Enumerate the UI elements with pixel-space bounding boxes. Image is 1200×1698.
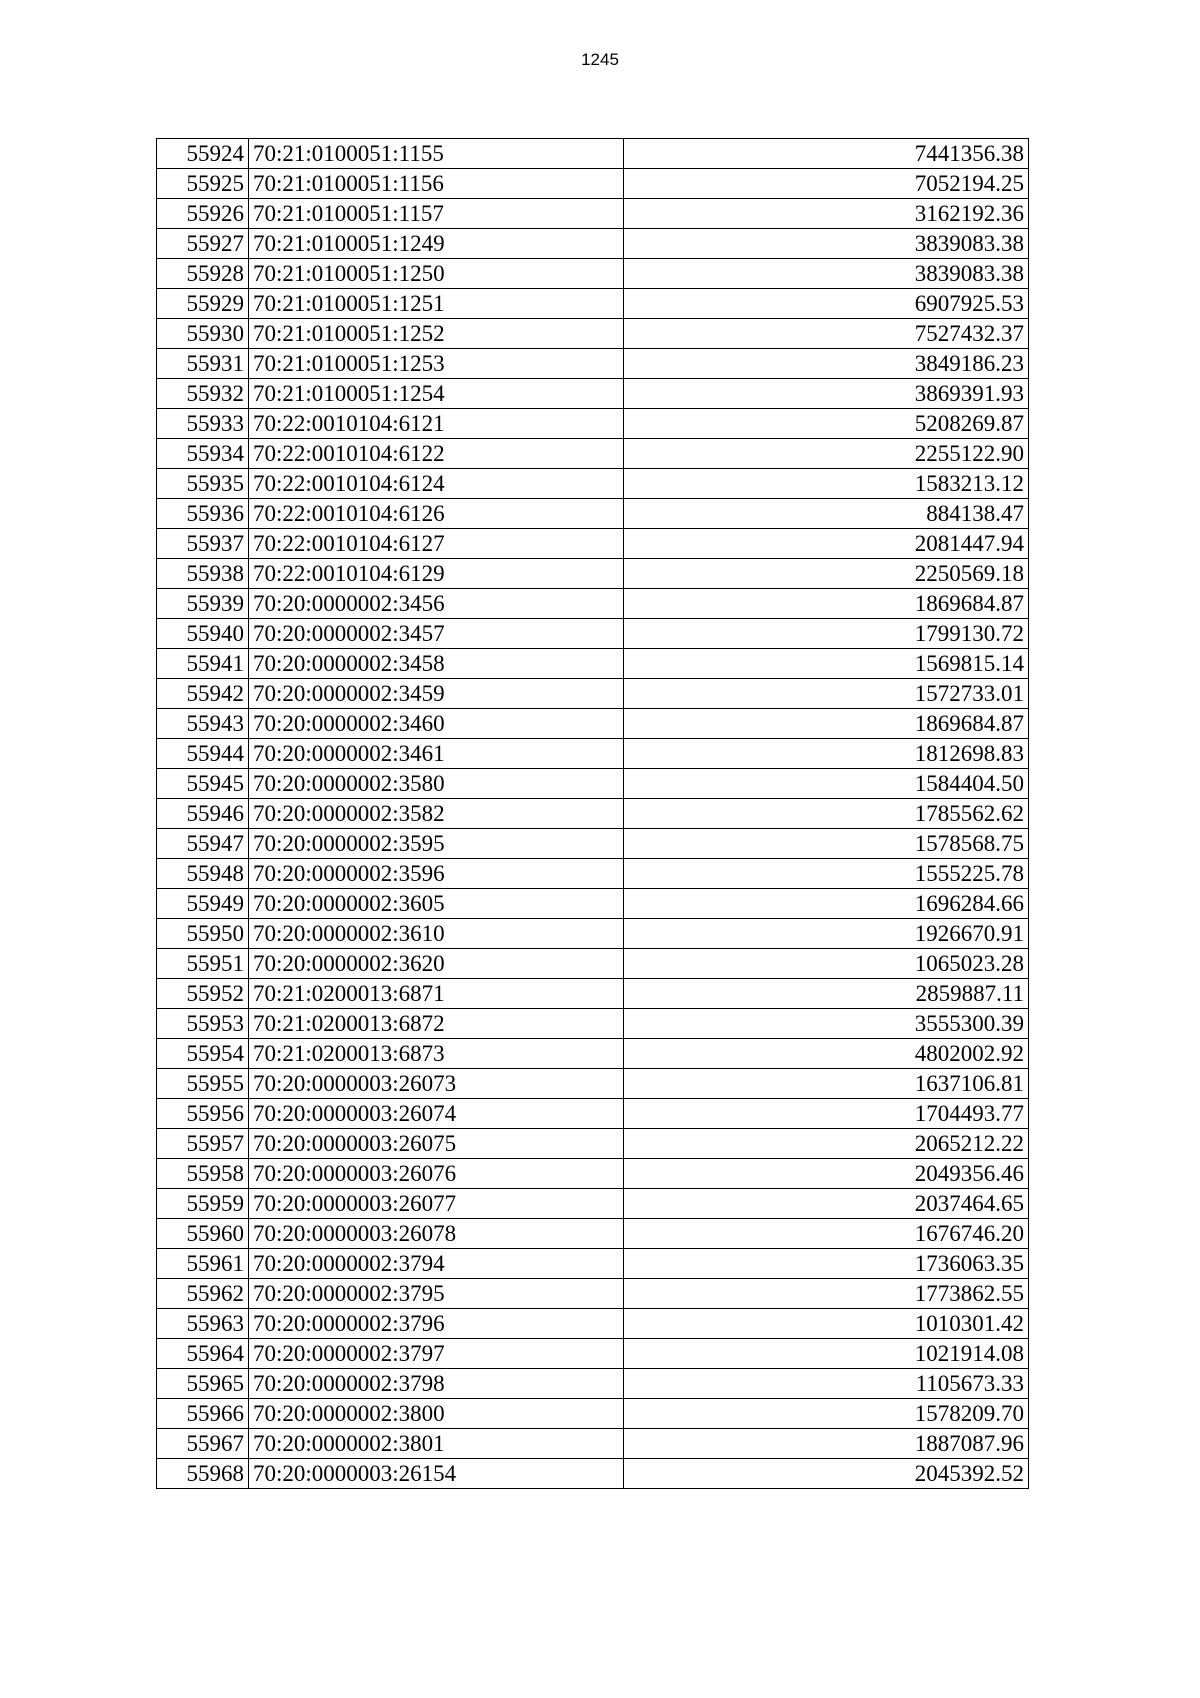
table-row (157, 619, 1029, 649)
row-number-cell: 55968 (157, 1459, 249, 1489)
row-number-cell: 55951 (157, 949, 249, 979)
cadastral-value-cell: 1785562.62 (624, 799, 1029, 829)
cadastral-number-cell: 70:21:0100051:1249 (249, 229, 624, 259)
row-number-cell: 55965 (157, 1369, 249, 1399)
cadastral-value-cell: 2065212.22 (624, 1129, 1029, 1159)
cadastral-value-cell: 1869684.87 (624, 589, 1029, 619)
row-number-cell: 55932 (157, 379, 249, 409)
cadastral-value-cell: 5208269.87 (624, 409, 1029, 439)
cadastral-value-cell: 1887087.96 (624, 1429, 1029, 1459)
cadastral-number-cell: 70:22:0010104:6124 (249, 469, 624, 499)
table-row (157, 499, 1029, 529)
table-row (157, 169, 1029, 199)
cadastral-value-cell: 2049356.46 (624, 1159, 1029, 1189)
table-row (157, 199, 1029, 229)
cadastral-number-cell: 70:20:0000002:3580 (249, 769, 624, 799)
cadastral-value-cell: 3869391.93 (624, 379, 1029, 409)
row-number-cell: 55928 (157, 259, 249, 289)
cadastral-number-cell: 70:22:0010104:6126 (249, 499, 624, 529)
row-number-cell: 55938 (157, 559, 249, 589)
cadastral-number-cell: 70:20:0000002:3794 (249, 1249, 624, 1279)
cadastral-value-cell: 1773862.55 (624, 1279, 1029, 1309)
row-number-cell: 55936 (157, 499, 249, 529)
cadastral-value-cell: 6907925.53 (624, 289, 1029, 319)
cadastral-number-cell: 70:21:0100051:1250 (249, 259, 624, 289)
row-number-cell: 55962 (157, 1279, 249, 1309)
table-row (157, 1219, 1029, 1249)
table-row (157, 1009, 1029, 1039)
table-row (157, 829, 1029, 859)
table-row (157, 1069, 1029, 1099)
table-body (157, 139, 1029, 1489)
cadastral-value-cell: 1869684.87 (624, 709, 1029, 739)
table-row (157, 1129, 1029, 1159)
table-row (157, 1459, 1029, 1489)
table-row (157, 859, 1029, 889)
cadastral-number-cell: 70:21:0200013:6872 (249, 1009, 624, 1039)
table-row (157, 319, 1029, 349)
cadastral-number-cell: 70:20:0000003:26154 (249, 1459, 624, 1489)
cadastral-value-cell: 1010301.42 (624, 1309, 1029, 1339)
table-row (157, 979, 1029, 1009)
row-number-cell: 55961 (157, 1249, 249, 1279)
cadastral-number-cell: 70:20:0000002:3595 (249, 829, 624, 859)
table-row (157, 679, 1029, 709)
cadastral-number-cell: 70:20:0000002:3582 (249, 799, 624, 829)
row-number-cell: 55935 (157, 469, 249, 499)
cadastral-number-cell: 70:20:0000002:3460 (249, 709, 624, 739)
cadastral-number-cell: 70:20:0000003:26078 (249, 1219, 624, 1249)
cadastral-number-cell: 70:20:0000002:3461 (249, 739, 624, 769)
table-row (157, 379, 1029, 409)
cadastral-number-cell: 70:20:0000003:26077 (249, 1189, 624, 1219)
row-number-cell: 55947 (157, 829, 249, 859)
row-number-cell: 55925 (157, 169, 249, 199)
cadastral-value-cell: 1105673.33 (624, 1369, 1029, 1399)
table-row (157, 139, 1029, 169)
cadastral-value-cell: 2081447.94 (624, 529, 1029, 559)
cadastral-number-cell: 70:20:0000002:3797 (249, 1339, 624, 1369)
cadastral-number-cell: 70:20:0000003:26075 (249, 1129, 624, 1159)
table-row (157, 709, 1029, 739)
cadastral-value-cell: 1812698.83 (624, 739, 1029, 769)
cadastral-value-cell: 3839083.38 (624, 229, 1029, 259)
cadastral-number-cell: 70:21:0100051:1156 (249, 169, 624, 199)
cadastral-number-cell: 70:21:0100051:1157 (249, 199, 624, 229)
cadastral-number-cell: 70:21:0100051:1254 (249, 379, 624, 409)
row-number-cell: 55933 (157, 409, 249, 439)
cadastral-value-cell: 7527432.37 (624, 319, 1029, 349)
table-row (157, 1159, 1029, 1189)
cadastral-value-cell: 2250569.18 (624, 559, 1029, 589)
row-number-cell: 55942 (157, 679, 249, 709)
table-row (157, 529, 1029, 559)
cadastral-number-cell: 70:20:0000003:26074 (249, 1099, 624, 1129)
cadastral-value-cell: 3162192.36 (624, 199, 1029, 229)
row-number-cell: 55944 (157, 739, 249, 769)
cadastral-value-cell: 4802002.92 (624, 1039, 1029, 1069)
row-number-cell: 55954 (157, 1039, 249, 1069)
cadastral-value-cell: 3839083.38 (624, 259, 1029, 289)
cadastral-number-cell: 70:21:0100051:1253 (249, 349, 624, 379)
cadastral-value-cell: 1583213.12 (624, 469, 1029, 499)
row-number-cell: 55924 (157, 139, 249, 169)
cadastral-value-cell: 2045392.52 (624, 1459, 1029, 1489)
cadastral-value-cell: 3849186.23 (624, 349, 1029, 379)
cadastral-number-cell: 70:20:0000002:3457 (249, 619, 624, 649)
cadastral-value-cell: 3555300.39 (624, 1009, 1029, 1039)
cadastral-number-cell: 70:21:0200013:6871 (249, 979, 624, 1009)
cadastral-value-cell: 884138.47 (624, 499, 1029, 529)
row-number-cell: 55953 (157, 1009, 249, 1039)
cadastral-number-cell: 70:22:0010104:6129 (249, 559, 624, 589)
cadastral-value-cell: 7441356.38 (624, 139, 1029, 169)
table-row (157, 769, 1029, 799)
cadastral-value-cell: 1637106.81 (624, 1069, 1029, 1099)
cadastral-value-cell: 1926670.91 (624, 919, 1029, 949)
cadastral-number-cell: 70:20:0000002:3801 (249, 1429, 624, 1459)
cadastral-number-cell: 70:20:0000002:3596 (249, 859, 624, 889)
cadastral-number-cell: 70:20:0000002:3459 (249, 679, 624, 709)
cadastral-number-cell: 70:22:0010104:6122 (249, 439, 624, 469)
row-number-cell: 55958 (157, 1159, 249, 1189)
table-row (157, 469, 1029, 499)
table-row (157, 1399, 1029, 1429)
row-number-cell: 55926 (157, 199, 249, 229)
cadastral-value-cell: 1572733.01 (624, 679, 1029, 709)
cadastral-number-cell: 70:20:0000002:3456 (249, 589, 624, 619)
row-number-cell: 55966 (157, 1399, 249, 1429)
table-row (157, 949, 1029, 979)
row-number-cell: 55930 (157, 319, 249, 349)
cadastral-value-cell: 7052194.25 (624, 169, 1029, 199)
table-row (157, 739, 1029, 769)
cadastral-number-cell: 70:20:0000002:3605 (249, 889, 624, 919)
table-row (157, 259, 1029, 289)
row-number-cell: 55955 (157, 1069, 249, 1099)
table-row (157, 1279, 1029, 1309)
row-number-cell: 55934 (157, 439, 249, 469)
row-number-cell: 55929 (157, 289, 249, 319)
cadastral-number-cell: 70:20:0000002:3796 (249, 1309, 624, 1339)
row-number-cell: 55943 (157, 709, 249, 739)
cadastral-value-cell: 1578568.75 (624, 829, 1029, 859)
table-row (157, 1039, 1029, 1069)
cadastral-value-cell: 2037464.65 (624, 1189, 1029, 1219)
cadastral-value-cell: 1555225.78 (624, 859, 1029, 889)
row-number-cell: 55960 (157, 1219, 249, 1249)
row-number-cell: 55950 (157, 919, 249, 949)
cadastral-value-cell: 1021914.08 (624, 1339, 1029, 1369)
table-row (157, 349, 1029, 379)
cadastral-number-cell: 70:22:0010104:6121 (249, 409, 624, 439)
row-number-cell: 55948 (157, 859, 249, 889)
table-row (157, 439, 1029, 469)
cadastral-value-cell: 1799130.72 (624, 619, 1029, 649)
table-row (157, 1369, 1029, 1399)
cadastral-number-cell: 70:22:0010104:6127 (249, 529, 624, 559)
row-number-cell: 55941 (157, 649, 249, 679)
cadastral-number-cell: 70:20:0000002:3610 (249, 919, 624, 949)
cadastral-value-cell: 1065023.28 (624, 949, 1029, 979)
cadastral-value-cell: 1696284.66 (624, 889, 1029, 919)
table-row (157, 1429, 1029, 1459)
table-row (157, 289, 1029, 319)
cadastral-number-cell: 70:20:0000002:3795 (249, 1279, 624, 1309)
cadastral-number-cell: 70:20:0000003:26073 (249, 1069, 624, 1099)
row-number-cell: 55931 (157, 349, 249, 379)
row-number-cell: 55959 (157, 1189, 249, 1219)
cadastral-value-cell: 1569815.14 (624, 649, 1029, 679)
table-row (157, 1249, 1029, 1279)
table-row (157, 919, 1029, 949)
row-number-cell: 55956 (157, 1099, 249, 1129)
cadastral-value-cell: 1736063.35 (624, 1249, 1029, 1279)
cadastral-number-cell: 70:20:0000003:26076 (249, 1159, 624, 1189)
row-number-cell: 55963 (157, 1309, 249, 1339)
table-row (157, 409, 1029, 439)
cadastral-number-cell: 70:21:0100051:1252 (249, 319, 624, 349)
cadastral-number-cell: 70:21:0100051:1155 (249, 139, 624, 169)
row-number-cell: 55957 (157, 1129, 249, 1159)
table-row (157, 589, 1029, 619)
row-number-cell: 55937 (157, 529, 249, 559)
cadastral-value-cell: 1584404.50 (624, 769, 1029, 799)
row-number-cell: 55967 (157, 1429, 249, 1459)
row-number-cell: 55949 (157, 889, 249, 919)
cadastral-value-cell: 1578209.70 (624, 1399, 1029, 1429)
cadastral-value-cell: 1676746.20 (624, 1219, 1029, 1249)
row-number-cell: 55939 (157, 589, 249, 619)
row-number-cell: 55945 (157, 769, 249, 799)
table-row (157, 889, 1029, 919)
row-number-cell: 55940 (157, 619, 249, 649)
table-row (157, 1339, 1029, 1369)
cadastral-value-table (156, 138, 1029, 1489)
row-number-cell: 55952 (157, 979, 249, 1009)
table-row (157, 649, 1029, 679)
cadastral-number-cell: 70:20:0000002:3798 (249, 1369, 624, 1399)
cadastral-number-cell: 70:21:0200013:6873 (249, 1039, 624, 1069)
table-row (157, 799, 1029, 829)
cadastral-number-cell: 70:20:0000002:3620 (249, 949, 624, 979)
table-row (157, 1189, 1029, 1219)
cadastral-number-cell: 70:20:0000002:3458 (249, 649, 624, 679)
row-number-cell: 55927 (157, 229, 249, 259)
cadastral-value-cell: 2255122.90 (624, 439, 1029, 469)
table-row (157, 229, 1029, 259)
table-row (157, 559, 1029, 589)
table-row (157, 1099, 1029, 1129)
row-number-cell: 55946 (157, 799, 249, 829)
row-number-cell: 55964 (157, 1339, 249, 1369)
page-number: 1245 (581, 50, 619, 69)
cadastral-value-cell: 2859887.11 (624, 979, 1029, 1009)
cadastral-value-cell: 1704493.77 (624, 1099, 1029, 1129)
table-row (157, 1309, 1029, 1339)
cadastral-number-cell: 70:21:0100051:1251 (249, 289, 624, 319)
cadastral-number-cell: 70:20:0000002:3800 (249, 1399, 624, 1429)
